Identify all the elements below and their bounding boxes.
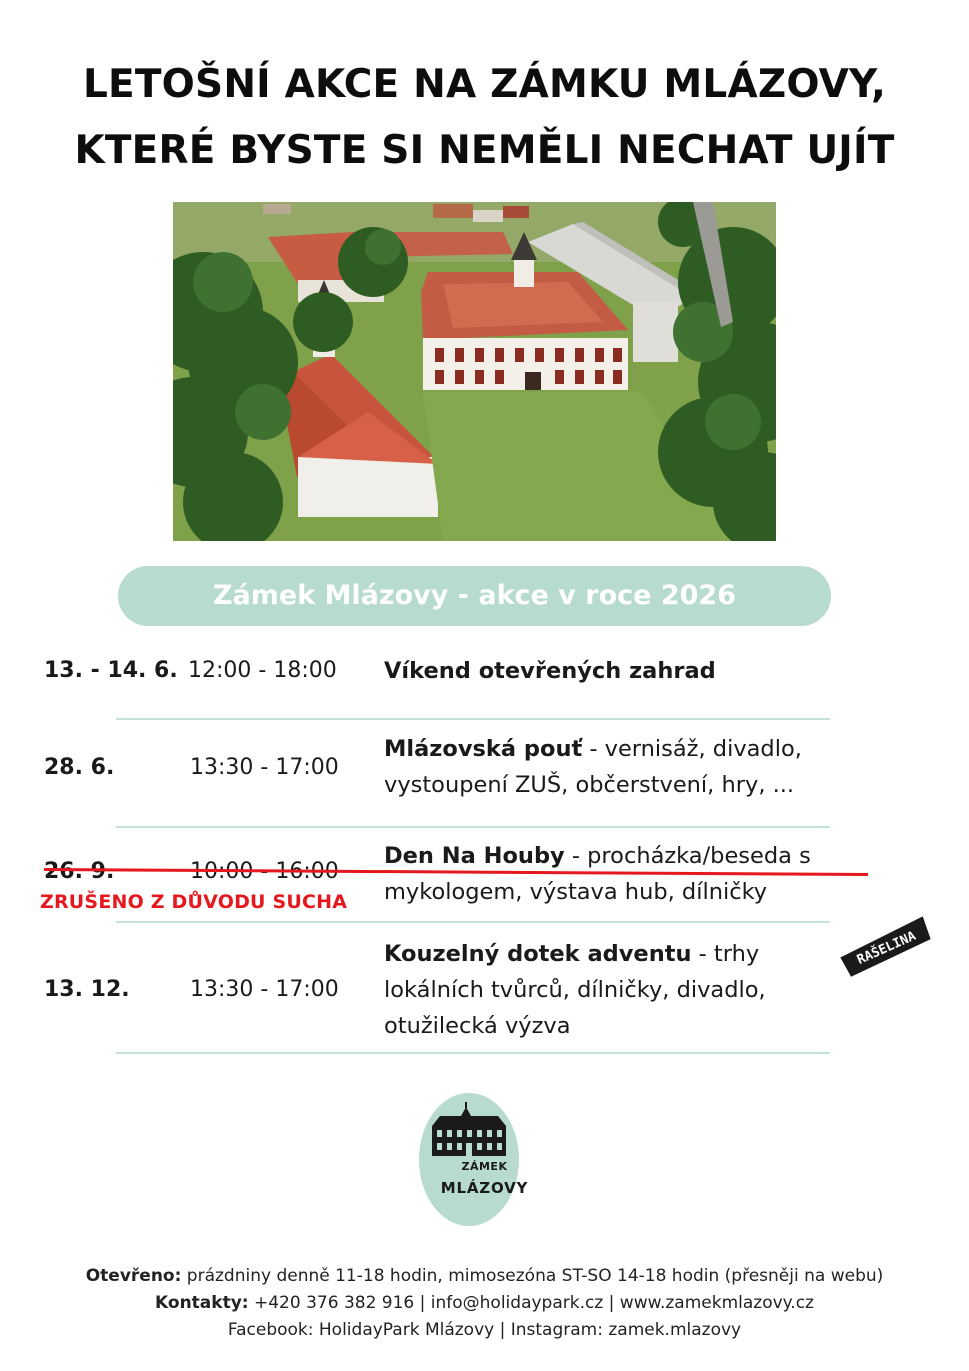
events-banner: Zámek Mlázovy - akce v roce 2026	[118, 566, 831, 626]
event-time: 13:30 - 17:00	[190, 755, 339, 780]
title-line-1: LETOŠNÍ AKCE NA ZÁMKU MLÁZOVY,	[82, 62, 887, 107]
logo-line-1: ZÁMEK	[461, 1160, 508, 1173]
page-title	[0, 52, 969, 184]
stamp-text: RAŠELINA	[854, 928, 919, 968]
castle-aerial-photo	[173, 202, 776, 541]
event-name: Den Na Houby	[384, 843, 565, 869]
cancelled-note: ZRUŠENO Z DŮVODU SUCHA	[40, 891, 348, 913]
event-name: Víkend otevřených zahrad	[384, 658, 716, 684]
separator	[116, 718, 830, 720]
event-date: 13. 12.	[44, 977, 130, 1002]
event-details: - vernisáž, divadlo, vystoupení ZUŠ, občerstvení, hry, ...	[384, 736, 802, 798]
contacts-text: +420 376 382 916 | info@holidaypark.cz | www.zamekmlazovy.cz	[248, 1293, 814, 1313]
open-label: Otevřeno:	[85, 1266, 182, 1286]
contacts-label: Kontakty:	[155, 1293, 249, 1313]
footer-open-hours	[0, 1266, 969, 1286]
open-text: prázdniny denně 11-18 hodin, mimosezóna ST-SO 14-18 hodin (přesněji na webu)	[181, 1266, 884, 1286]
event-details: - procházka/beseda s mykologem, výstava hub, dílničky	[384, 843, 811, 905]
logo-line-2: MLÁZOVY	[440, 1179, 529, 1197]
event-time: 12:00 - 18:00	[188, 658, 337, 683]
separator	[116, 1052, 830, 1054]
event-name: Kouzelný dotek adventu	[384, 941, 692, 967]
castle-icon	[426, 1102, 512, 1158]
event-date: 13. - 14. 6.	[44, 658, 178, 683]
event-time: 13:30 - 17:00	[190, 977, 339, 1002]
separator	[116, 921, 830, 923]
event-description	[384, 936, 854, 1044]
event-date: 26. 9.	[44, 859, 115, 884]
event-name: Mlázovská pouť	[384, 736, 583, 762]
separator	[116, 826, 830, 828]
event-description	[384, 653, 854, 689]
event-description	[384, 731, 854, 803]
event-date: 28. 6.	[44, 755, 115, 780]
footer-contacts	[0, 1293, 969, 1313]
title-line-2: KTERÉ BYSTE SI NEMĚLI NECHAT UJÍT	[74, 128, 895, 173]
event-details: - trhy lokálních tvůrců, dílničky, divadlo, otužilecká výzva	[384, 941, 766, 1039]
footer-social: Facebook: HolidayPark Mlázovy | Instagram: zamek.mlazovy	[227, 1320, 742, 1340]
